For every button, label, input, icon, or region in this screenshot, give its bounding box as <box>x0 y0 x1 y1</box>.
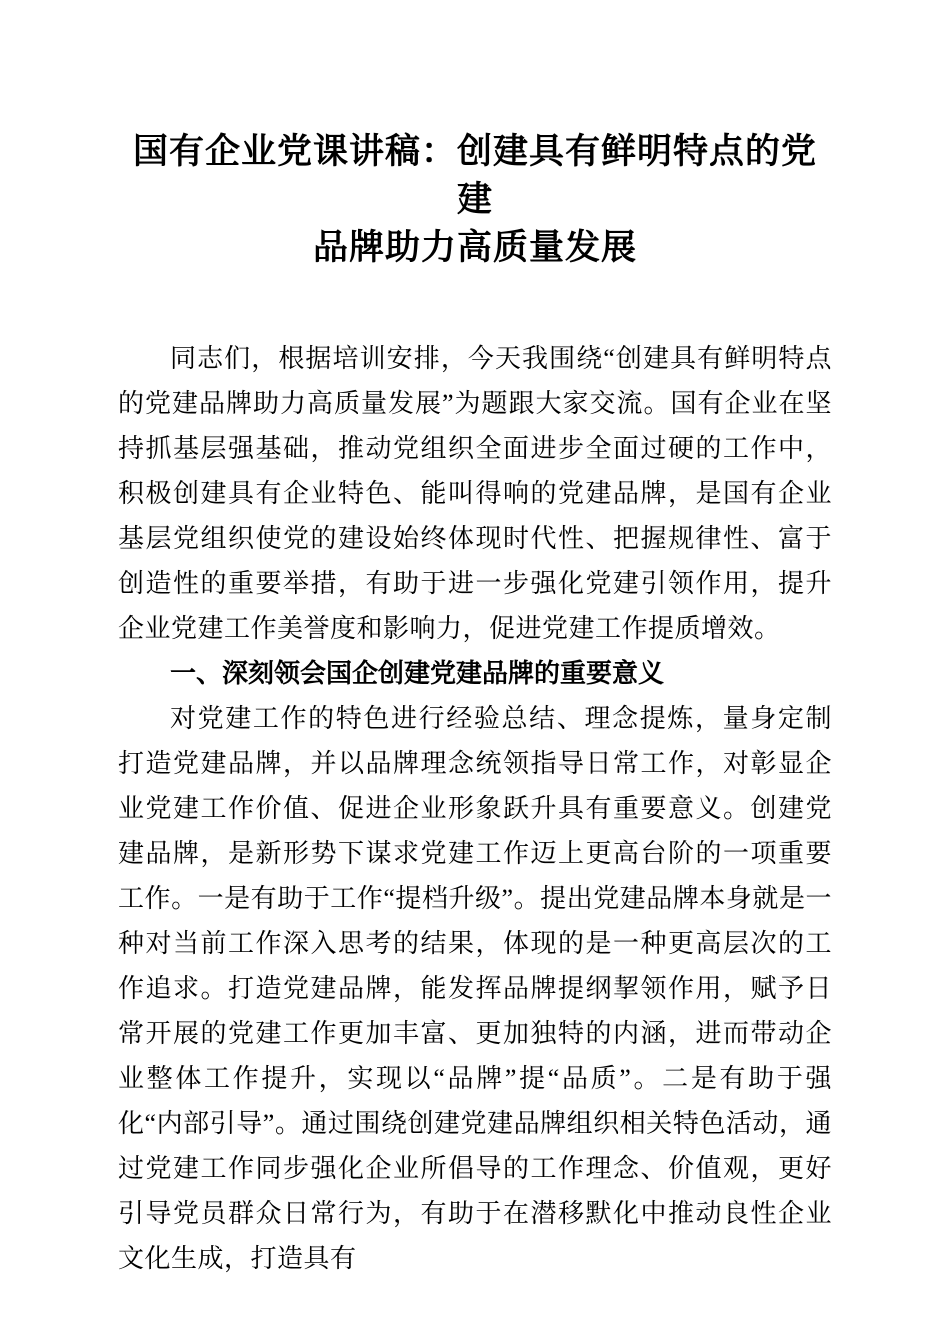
document-title-line-2: 品牌助力高质量发展 <box>312 228 637 267</box>
paragraph-intro: 同志们，根据培训安排，今天我围绕“创建具有鲜明特点的党建品牌助力高质量发展”为题跟大家交流。国有企业在坚持抓基层强基础，推动党组织全面进步全面过硬的工作中，积极创建具有企业特色、能叫得响的党建品牌，是国有企业基层党组织使党的建设始终体现时代性、把握规律性、富于创造性的重要举措，有助于进一步强化党建引领作用，提升企业党建工作美誉度和影响力，促进党建工作提质增效。 <box>118 344 832 643</box>
document-title-line-1: 国有企业党课讲稿：创建具有鲜明特点的党建 <box>132 132 817 219</box>
section-heading-1: 一、深刻领会国企创建党建品牌的重要意义 <box>170 658 665 688</box>
document-title <box>118 128 832 272</box>
paragraph-section-1: 对党建工作的特色进行经验总结、理念提炼，量身定制打造党建品牌，并以品牌理念统领指导日常工作，对彰显企业党建工作价值、促进企业形象跃升具有重要意义。创建党建品牌，是新形势下谋求党建工作迈上更高台阶的一项重要工作。一是有助于工作“提档升级”。提出党建品牌本身就是一种对当前工作深入思考的结果，体现的是一种更高层次的工作追求。打造党建品牌，能发挥品牌提纲挈领作用，赋予日常开展的党建工作更加丰富、更加独特的内涵，进而带动企业整体工作提升，实现以“品牌”提“品质”。二是有助于强化“内部引导”。通过围绕创建党建品牌组织相关特色活动，通过党建工作同步强化企业所倡导的工作理念、价值观，更好引导党员群众日常行为，有助于在潜移默化中推动良性企业文化生成，打造具有 <box>118 704 832 1273</box>
